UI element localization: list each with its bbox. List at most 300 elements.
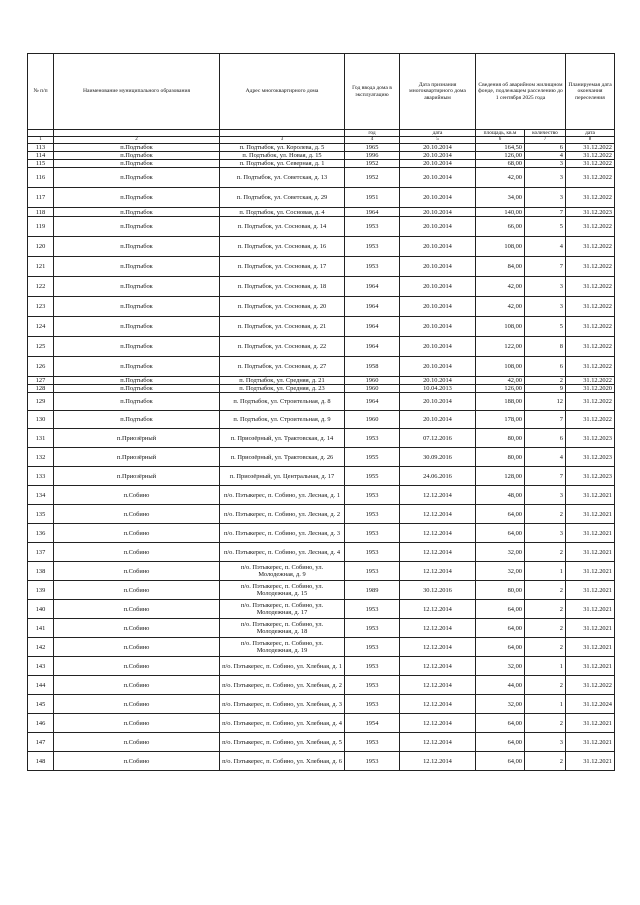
- address-cell: п/о. Пэтыкерес, п. Собино, ул. Молодежная, д. 9: [220, 562, 345, 581]
- municipality-cell: п.Собино: [54, 505, 220, 524]
- year-cell: 1953: [345, 543, 400, 562]
- address-cell: п. Подтыбок, ул. Сосновая, д. 18: [220, 277, 345, 297]
- year-cell: 1953: [345, 733, 400, 752]
- count-cell: 7: [525, 257, 566, 277]
- municipality-cell: п.Подтыбок: [54, 257, 220, 277]
- planned-date-cell: 31.12.2024: [566, 695, 615, 714]
- year-cell: 1953: [345, 562, 400, 581]
- count-cell: 2: [525, 505, 566, 524]
- address-cell: п. Подтыбок, ул. Северная, д. 1: [220, 160, 345, 168]
- area-cell: 64,00: [476, 733, 525, 752]
- planned-date-cell: 31.12.2021: [566, 600, 615, 619]
- count-cell: 3: [525, 733, 566, 752]
- count-cell: 2: [525, 600, 566, 619]
- year-cell: 1955: [345, 467, 400, 486]
- area-cell: 178,00: [476, 411, 525, 429]
- planned-date-cell: 31.12.2023: [566, 448, 615, 467]
- address-cell: п. Приозёрный, ул. Трактовская, д. 26: [220, 448, 345, 467]
- area-cell: 32,00: [476, 543, 525, 562]
- col-header-info: Сведения об аварийном жилищном фонде, подлежащем расселению до 1 сентября 2025 года: [476, 54, 566, 130]
- area-cell: 108,00: [476, 237, 525, 257]
- count-cell: 2: [525, 377, 566, 385]
- count-cell: 3: [525, 524, 566, 543]
- table-body: [28, 144, 615, 771]
- count-cell: 6: [525, 357, 566, 377]
- municipality-cell: п.Подтыбок: [54, 337, 220, 357]
- area-cell: 80,00: [476, 448, 525, 467]
- year-cell: 1953: [345, 638, 400, 657]
- planned-date-cell: 31.12.2022: [566, 377, 615, 385]
- municipality-cell: п.Подтыбок: [54, 377, 220, 385]
- row-number-cell: 139: [28, 581, 54, 600]
- count-cell: 6: [525, 144, 566, 152]
- area-cell: 64,00: [476, 524, 525, 543]
- count-cell: 2: [525, 752, 566, 771]
- year-cell: 1960: [345, 411, 400, 429]
- index-cell: 3: [220, 137, 345, 144]
- planned-date-cell: 31.12.2021: [566, 714, 615, 733]
- table-row: [28, 168, 615, 188]
- date-cell: 24.06.2016: [400, 467, 476, 486]
- address-cell: п. Подтыбок, ул. Сосновая, д. 16: [220, 237, 345, 257]
- address-cell: п. Приозёрный, ул. Центральная, д. 17: [220, 467, 345, 486]
- row-number-cell: 144: [28, 676, 54, 695]
- date-cell: 12.12.2014: [400, 600, 476, 619]
- row-number-cell: 131: [28, 429, 54, 448]
- address-cell: п/о. Пэтыкерес, п. Собино, ул. Молодежная, д. 17: [220, 600, 345, 619]
- area-cell: 122,00: [476, 337, 525, 357]
- count-cell: 9: [525, 385, 566, 393]
- count-cell: 2: [525, 543, 566, 562]
- area-cell: 48,00: [476, 486, 525, 505]
- planned-date-cell: 31.12.2021: [566, 581, 615, 600]
- date-cell: 30.12.2016: [400, 581, 476, 600]
- address-cell: п/о. Пэтыкерес, п. Собино, ул. Хлебная, д. 2: [220, 676, 345, 695]
- table-row: [28, 188, 615, 208]
- year-cell: 1953: [345, 257, 400, 277]
- table-row: [28, 752, 615, 771]
- date-cell: 12.12.2014: [400, 505, 476, 524]
- count-cell: 7: [525, 208, 566, 217]
- municipality-cell: п.Собино: [54, 543, 220, 562]
- municipality-cell: п.Собино: [54, 714, 220, 733]
- subheader-count: количество: [525, 130, 566, 137]
- date-cell: 20.10.2014: [400, 377, 476, 385]
- planned-date-cell: 31.12.2022: [566, 277, 615, 297]
- year-cell: 1953: [345, 217, 400, 237]
- area-cell: 44,00: [476, 676, 525, 695]
- planned-date-cell: 31.12.2021: [566, 752, 615, 771]
- address-cell: п/о. Пэтыкерес, п. Собино, ул. Хлебная, д. 4: [220, 714, 345, 733]
- row-number-cell: 134: [28, 486, 54, 505]
- count-cell: 8: [525, 337, 566, 357]
- municipality-cell: п.Подтыбок: [54, 357, 220, 377]
- year-cell: 1951: [345, 188, 400, 208]
- date-cell: 20.10.2014: [400, 337, 476, 357]
- table-row: [28, 152, 615, 160]
- year-cell: 1960: [345, 377, 400, 385]
- table-row: [28, 144, 615, 152]
- area-cell: 64,00: [476, 619, 525, 638]
- table-row: [28, 297, 615, 317]
- index-cell: 6: [476, 137, 525, 144]
- row-number-cell: 123: [28, 297, 54, 317]
- area-cell: 42,00: [476, 377, 525, 385]
- table-row: [28, 695, 615, 714]
- row-number-cell: 119: [28, 217, 54, 237]
- index-cell: 2: [54, 137, 220, 144]
- subheader-empty: [54, 130, 220, 137]
- table-row: [28, 429, 615, 448]
- row-number-cell: 124: [28, 317, 54, 337]
- subheader-area: площадь, кв.м: [476, 130, 525, 137]
- area-cell: 42,00: [476, 297, 525, 317]
- year-cell: 1953: [345, 237, 400, 257]
- planned-date-cell: 31.12.2022: [566, 152, 615, 160]
- area-cell: 108,00: [476, 357, 525, 377]
- count-cell: 4: [525, 237, 566, 257]
- subheader-date: дата: [400, 130, 476, 137]
- row-number-cell: 129: [28, 393, 54, 411]
- index-cell: 4: [345, 137, 400, 144]
- year-cell: 1954: [345, 714, 400, 733]
- address-cell: п/о. Пэтыкерес, п. Собино, ул. Хлебная, д. 5: [220, 733, 345, 752]
- table-index-row: [28, 137, 615, 144]
- municipality-cell: п.Подтыбок: [54, 297, 220, 317]
- planned-date-cell: 31.12.2023: [566, 467, 615, 486]
- area-cell: 34,00: [476, 188, 525, 208]
- year-cell: 1952: [345, 160, 400, 168]
- planned-date-cell: 31.12.2022: [566, 160, 615, 168]
- row-number-cell: 117: [28, 188, 54, 208]
- row-number-cell: 113: [28, 144, 54, 152]
- table-row: [28, 217, 615, 237]
- municipality-cell: п.Подтыбок: [54, 152, 220, 160]
- municipality-cell: п.Подтыбок: [54, 208, 220, 217]
- row-number-cell: 126: [28, 357, 54, 377]
- table-row: [28, 562, 615, 581]
- municipality-cell: п.Приозёрный: [54, 467, 220, 486]
- table-subheader-row: [28, 130, 615, 137]
- table-row: [28, 505, 615, 524]
- area-cell: 32,00: [476, 695, 525, 714]
- municipality-cell: п.Подтыбок: [54, 277, 220, 297]
- address-cell: п/о. Пэтыкерес, п. Собино, ул. Лесная, д. 4: [220, 543, 345, 562]
- address-cell: п. Приозёрный, ул. Трактовская, д. 14: [220, 429, 345, 448]
- address-cell: п. Подтыбок, ул. Сосновая, д. 27: [220, 357, 345, 377]
- row-number-cell: 143: [28, 657, 54, 676]
- row-number-cell: 120: [28, 237, 54, 257]
- col-header-date: Дата признания многоквартирного дома аварийным: [400, 54, 476, 130]
- area-cell: 32,00: [476, 657, 525, 676]
- table-row: [28, 676, 615, 695]
- count-cell: 7: [525, 411, 566, 429]
- area-cell: 188,00: [476, 393, 525, 411]
- col-header-address: Адрес многоквартирного дома: [220, 54, 345, 130]
- municipality-cell: п.Собино: [54, 657, 220, 676]
- table-row: [28, 411, 615, 429]
- municipality-cell: п.Собино: [54, 600, 220, 619]
- date-cell: 20.10.2014: [400, 257, 476, 277]
- date-cell: 20.10.2014: [400, 144, 476, 152]
- address-cell: п. Подтыбок, ул. Новая, д. 15: [220, 152, 345, 160]
- date-cell: 30.09.2016: [400, 448, 476, 467]
- index-cell: 5: [400, 137, 476, 144]
- table-row: [28, 393, 615, 411]
- planned-date-cell: 31.12.2021: [566, 486, 615, 505]
- address-cell: п/о. Пэтыкерес, п. Собино, ул. Молодежная, д. 15: [220, 581, 345, 600]
- date-cell: 20.10.2014: [400, 217, 476, 237]
- address-cell: п/о. Пэтыкерес, п. Собино, ул. Лесная, д. 3: [220, 524, 345, 543]
- count-cell: 3: [525, 188, 566, 208]
- date-cell: 12.12.2014: [400, 638, 476, 657]
- planned-date-cell: 31.12.2021: [566, 619, 615, 638]
- municipality-cell: п.Собино: [54, 676, 220, 695]
- address-cell: п. Подтыбок, ул. Сосновая, д. 21: [220, 317, 345, 337]
- date-cell: 20.10.2014: [400, 188, 476, 208]
- row-number-cell: 132: [28, 448, 54, 467]
- table-row: [28, 277, 615, 297]
- planned-date-cell: 31.12.2021: [566, 524, 615, 543]
- col-header-year: Год ввода дома в эксплуатацию: [345, 54, 400, 130]
- row-number-cell: 142: [28, 638, 54, 657]
- count-cell: 6: [525, 429, 566, 448]
- date-cell: 20.10.2014: [400, 152, 476, 160]
- year-cell: 1953: [345, 524, 400, 543]
- row-number-cell: 115: [28, 160, 54, 168]
- year-cell: 1953: [345, 619, 400, 638]
- index-cell: 1: [28, 137, 54, 144]
- table-row: [28, 160, 615, 168]
- area-cell: 128,00: [476, 467, 525, 486]
- table-row: [28, 714, 615, 733]
- municipality-cell: п.Подтыбок: [54, 237, 220, 257]
- date-cell: 10.04.2013: [400, 385, 476, 393]
- year-cell: 1953: [345, 657, 400, 676]
- planned-date-cell: 31.12.2021: [566, 562, 615, 581]
- date-cell: 20.10.2014: [400, 237, 476, 257]
- index-cell: 8: [566, 137, 615, 144]
- planned-date-cell: 31.12.2021: [566, 733, 615, 752]
- planned-date-cell: 31.12.2022: [566, 237, 615, 257]
- area-cell: 80,00: [476, 429, 525, 448]
- address-cell: п. Подтыбок, ул. Сосновая, д. 20: [220, 297, 345, 317]
- subheader-planned: дата: [566, 130, 615, 137]
- count-cell: 12: [525, 393, 566, 411]
- address-cell: п. Подтыбок, ул. Сосновая, д. 14: [220, 217, 345, 237]
- address-cell: п. Подтыбок, ул. Сосновая, д. 17: [220, 257, 345, 277]
- date-cell: 12.12.2014: [400, 543, 476, 562]
- count-cell: 5: [525, 317, 566, 337]
- municipality-cell: п.Собино: [54, 524, 220, 543]
- date-cell: 07.12.2016: [400, 429, 476, 448]
- row-number-cell: 133: [28, 467, 54, 486]
- table-row: [28, 581, 615, 600]
- planned-date-cell: 31.12.2023: [566, 429, 615, 448]
- area-cell: 66,00: [476, 217, 525, 237]
- area-cell: 108,00: [476, 317, 525, 337]
- table-row: [28, 486, 615, 505]
- count-cell: 4: [525, 152, 566, 160]
- date-cell: 12.12.2014: [400, 695, 476, 714]
- address-cell: п. Подтыбок, ул. Советская, д. 29: [220, 188, 345, 208]
- row-number-cell: 140: [28, 600, 54, 619]
- planned-date-cell: 31.12.2023: [566, 208, 615, 217]
- area-cell: 80,00: [476, 581, 525, 600]
- municipality-cell: п.Собино: [54, 562, 220, 581]
- table-row: [28, 317, 615, 337]
- count-cell: 2: [525, 619, 566, 638]
- planned-date-cell: 31.12.2022: [566, 217, 615, 237]
- date-cell: 20.10.2014: [400, 317, 476, 337]
- year-cell: 1958: [345, 357, 400, 377]
- table-row: [28, 448, 615, 467]
- address-cell: п/о. Пэтыкерес, п. Собино, ул. Молодежная, д. 19: [220, 638, 345, 657]
- municipality-cell: п.Собино: [54, 581, 220, 600]
- table-row: [28, 733, 615, 752]
- row-number-cell: 146: [28, 714, 54, 733]
- year-cell: 1964: [345, 337, 400, 357]
- planned-date-cell: 31.12.2021: [566, 505, 615, 524]
- municipality-cell: п.Приозёрный: [54, 448, 220, 467]
- municipality-cell: п.Собино: [54, 733, 220, 752]
- planned-date-cell: 31.12.2022: [566, 676, 615, 695]
- date-cell: 12.12.2014: [400, 733, 476, 752]
- row-number-cell: 127: [28, 377, 54, 385]
- year-cell: 1964: [345, 393, 400, 411]
- year-cell: 1952: [345, 168, 400, 188]
- row-number-cell: 130: [28, 411, 54, 429]
- area-cell: 64,00: [476, 752, 525, 771]
- planned-date-cell: 31.12.2021: [566, 543, 615, 562]
- count-cell: 5: [525, 217, 566, 237]
- date-cell: 20.10.2014: [400, 208, 476, 217]
- year-cell: 1960: [345, 385, 400, 393]
- row-number-cell: 145: [28, 695, 54, 714]
- address-cell: п. Подтыбок, ул. Сосновая, д. 22: [220, 337, 345, 357]
- row-number-cell: 122: [28, 277, 54, 297]
- address-cell: п. Подтыбок, ул. Строительная, д. 8: [220, 393, 345, 411]
- address-cell: п/о. Пэтыкерес, п. Собино, ул. Хлебная, д. 6: [220, 752, 345, 771]
- count-cell: 2: [525, 714, 566, 733]
- row-number-cell: 118: [28, 208, 54, 217]
- area-cell: 64,00: [476, 600, 525, 619]
- year-cell: 1953: [345, 429, 400, 448]
- area-cell: 42,00: [476, 168, 525, 188]
- municipality-cell: п.Подтыбок: [54, 188, 220, 208]
- year-cell: 1965: [345, 144, 400, 152]
- year-cell: 1964: [345, 317, 400, 337]
- year-cell: 1953: [345, 695, 400, 714]
- emergency-housing-table: [27, 53, 615, 771]
- table-row: [28, 524, 615, 543]
- address-cell: п/о. Пэтыкерес, п. Собино, ул. Хлебная, д. 1: [220, 657, 345, 676]
- area-cell: 84,00: [476, 257, 525, 277]
- count-cell: 3: [525, 160, 566, 168]
- area-cell: 164,50: [476, 144, 525, 152]
- date-cell: 20.10.2014: [400, 277, 476, 297]
- document-page: [27, 53, 614, 771]
- year-cell: 1955: [345, 448, 400, 467]
- area-cell: 64,00: [476, 714, 525, 733]
- count-cell: 1: [525, 695, 566, 714]
- date-cell: 12.12.2014: [400, 657, 476, 676]
- row-number-cell: 147: [28, 733, 54, 752]
- count-cell: 7: [525, 467, 566, 486]
- row-number-cell: 116: [28, 168, 54, 188]
- col-header-planned: Планируемая дата окончания переселения: [566, 54, 615, 130]
- count-cell: 3: [525, 277, 566, 297]
- table-row: [28, 257, 615, 277]
- municipality-cell: п.Подтыбок: [54, 144, 220, 152]
- municipality-cell: п.Подтыбок: [54, 393, 220, 411]
- address-cell: п/о. Пэтыкерес, п. Собино, ул. Молодежная, д. 18: [220, 619, 345, 638]
- area-cell: 126,00: [476, 152, 525, 160]
- year-cell: 1964: [345, 297, 400, 317]
- date-cell: 12.12.2014: [400, 619, 476, 638]
- municipality-cell: п.Приозёрный: [54, 429, 220, 448]
- municipality-cell: п.Собино: [54, 638, 220, 657]
- table-row: [28, 638, 615, 657]
- count-cell: 3: [525, 297, 566, 317]
- row-number-cell: 136: [28, 524, 54, 543]
- table-row: [28, 543, 615, 562]
- date-cell: 12.12.2014: [400, 524, 476, 543]
- table-row: [28, 657, 615, 676]
- area-cell: 68,00: [476, 160, 525, 168]
- table-row: [28, 237, 615, 257]
- row-number-cell: 128: [28, 385, 54, 393]
- municipality-cell: п.Подтыбок: [54, 217, 220, 237]
- area-cell: 126,00: [476, 385, 525, 393]
- row-number-cell: 148: [28, 752, 54, 771]
- municipality-cell: п.Собино: [54, 752, 220, 771]
- subheader-year: год: [345, 130, 400, 137]
- year-cell: 1964: [345, 277, 400, 297]
- address-cell: п/о. Пэтыкерес, п. Собино, ул. Лесная, д. 2: [220, 505, 345, 524]
- date-cell: 20.10.2014: [400, 168, 476, 188]
- area-cell: 140,00: [476, 208, 525, 217]
- address-cell: п/о. Пэтыкерес, п. Собино, ул. Хлебная, д. 3: [220, 695, 345, 714]
- planned-date-cell: 31.12.2022: [566, 257, 615, 277]
- year-cell: 1996: [345, 152, 400, 160]
- count-cell: 3: [525, 168, 566, 188]
- planned-date-cell: 31.12.2022: [566, 393, 615, 411]
- table-header-row: [28, 54, 615, 130]
- date-cell: 20.10.2014: [400, 393, 476, 411]
- planned-date-cell: 31.12.2022: [566, 168, 615, 188]
- planned-date-cell: 31.12.2022: [566, 144, 615, 152]
- count-cell: 1: [525, 657, 566, 676]
- planned-date-cell: 31.12.2022: [566, 411, 615, 429]
- row-number-cell: 135: [28, 505, 54, 524]
- planned-date-cell: 31.12.2022: [566, 337, 615, 357]
- index-cell: 7: [525, 137, 566, 144]
- area-cell: 32,00: [476, 562, 525, 581]
- year-cell: 1989: [345, 581, 400, 600]
- col-header-num: № п/п: [28, 54, 54, 130]
- year-cell: 1953: [345, 600, 400, 619]
- table-row: [28, 337, 615, 357]
- year-cell: 1953: [345, 505, 400, 524]
- planned-date-cell: 31.12.2021: [566, 657, 615, 676]
- address-cell: п. Подтыбок, ул. Средняя, д. 23: [220, 385, 345, 393]
- col-header-municipality: Наименование муниципального образования: [54, 54, 220, 130]
- year-cell: 1953: [345, 486, 400, 505]
- address-cell: п. Подтыбок, ул. Средняя, д. 21: [220, 377, 345, 385]
- year-cell: 1953: [345, 752, 400, 771]
- municipality-cell: п.Подтыбок: [54, 385, 220, 393]
